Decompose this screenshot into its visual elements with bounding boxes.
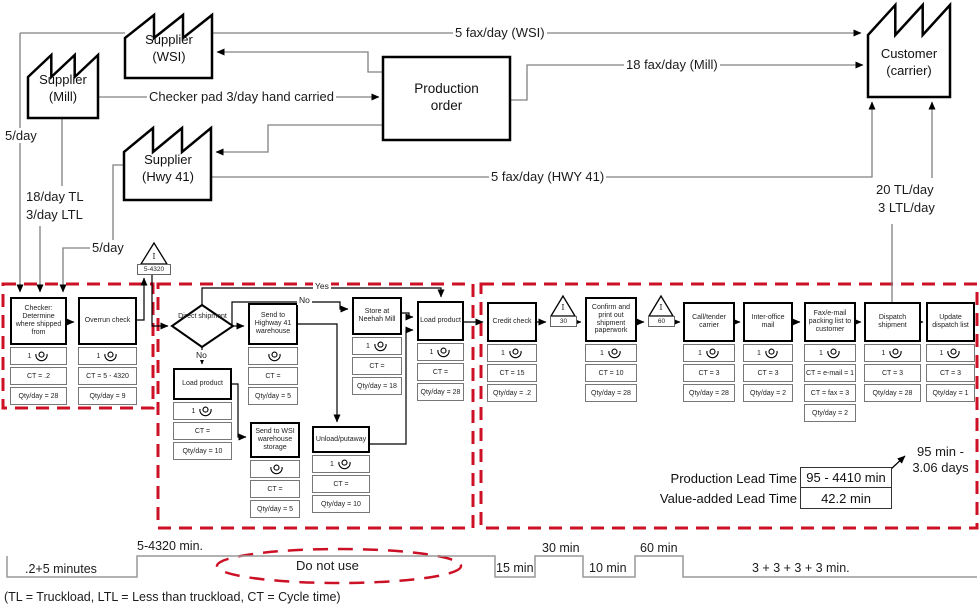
- process-confirm-operator-row: [585, 344, 637, 362]
- process-overrun-title: Overrun check: [78, 297, 137, 345]
- process-credit-operator-row: [487, 344, 537, 362]
- process-confirm-stat-0: CT = 10: [585, 364, 637, 382]
- label-fax-wsi: 5 fax/day (WSI): [455, 25, 545, 40]
- inventory-symbol-1: I: [152, 252, 156, 261]
- timeline-seg2: 5-4320 min.: [137, 539, 204, 553]
- process-load_no-operator-row: [173, 402, 232, 420]
- process-unload-stat-1: Qty/day = 10: [312, 495, 370, 513]
- label-checker-pad: Checker pad 3/day hand carried: [149, 89, 335, 104]
- process-overrun-operator-row: [78, 347, 137, 365]
- process-send_hwy41-stat-1: Qty/day = 5: [248, 387, 298, 405]
- production-order-line2: order: [430, 98, 463, 114]
- supplier-mill-line2: (Mill): [48, 88, 78, 104]
- process-dispatch-stat-1: Qty/day = 28: [864, 384, 921, 402]
- process-call_tender-title: Call/tender carrier: [683, 302, 735, 342]
- operator-count: 1: [501, 349, 505, 357]
- process-load_no-stat-0: CT =: [173, 422, 232, 440]
- process-load_no-title: Load product: [173, 368, 232, 400]
- production-order-line1: Production: [414, 81, 479, 96]
- process-unload-title: Unload/putaway: [312, 426, 370, 453]
- process-overrun: [78, 297, 137, 405]
- process-unload-stat-0: CT =: [312, 475, 370, 493]
- process-dispatch-stat-0: CT = 3: [864, 364, 921, 382]
- process-update-title: Update dispatch list: [926, 302, 975, 342]
- process-fax_email-stat-1: CT = fax = 3: [804, 384, 856, 402]
- process-credit-stat-0: CT = 15: [487, 364, 537, 382]
- valueadded-leadtime-value: 42.2 min: [800, 487, 892, 509]
- process-unload: [312, 426, 370, 513]
- label-no-load: No: [196, 350, 207, 360]
- process-load_main-title: Load product: [417, 301, 464, 341]
- process-load_main: [417, 301, 464, 401]
- process-dispatch-title: Dispatch shipment: [864, 302, 921, 342]
- operator-icon: [373, 341, 388, 352]
- process-store_neehah-title: Store at Neehah Mill: [352, 297, 402, 335]
- operator-count: 1: [429, 348, 434, 356]
- customer-line1: Customer: [880, 46, 938, 61]
- arrow-store-loadmain: [402, 313, 413, 317]
- timeline-seg7: 3 + 3 + 3 + 3 min.: [752, 561, 850, 575]
- supplier-hwy41-line2: (Hwy 41): [141, 168, 194, 184]
- arrow-load-sendwsi: [232, 384, 246, 437]
- process-checker: [10, 297, 67, 405]
- leadtime-annotation-line2: 3.06 days: [912, 460, 969, 476]
- process-overrun-stat-0: CT = 5 - 4320: [78, 367, 137, 385]
- operator-count: 1: [698, 349, 702, 357]
- customer-line2: (carrier): [886, 62, 932, 78]
- timeline-seg5: 10 min: [589, 561, 627, 575]
- process-send_hwy41-stat-0: CT =: [248, 367, 298, 385]
- process-send_wsi-title: Send to WSI warehouse storage: [250, 422, 300, 458]
- label-hwy41-ship: 5/day: [92, 240, 124, 255]
- process-call_tender: [683, 302, 735, 402]
- operator-icon: [34, 351, 49, 362]
- operator-icon: [607, 348, 622, 359]
- process-store_neehah-stat-1: Qty/day = 18: [352, 377, 402, 395]
- line-fax-hwy41-to-customer: [211, 102, 872, 177]
- process-load_no: [173, 368, 232, 460]
- process-credit-title: Credit check: [487, 302, 537, 342]
- decision-label: Direct shipment: [178, 313, 227, 320]
- process-fax_email-stat-2: Qty/day = 2: [804, 404, 856, 422]
- supplier-wsi: [127, 32, 211, 65]
- leadtime-annotation: [903, 444, 978, 477]
- process-checker-stat-0: CT = .2: [10, 367, 67, 385]
- process-overrun-stat-1: Qty/day = 9: [78, 387, 137, 405]
- inventory-symbol-60: I: [659, 303, 663, 312]
- label-fax-mill: 18 fax/day (Mill): [626, 57, 718, 72]
- process-interoffice-operator-row: [743, 344, 793, 362]
- process-interoffice-stat-1: Qty/day = 2: [743, 384, 793, 402]
- supplier-hwy41-line1: Supplier: [144, 152, 192, 167]
- process-interoffice-title: Inter-office mail: [743, 302, 793, 342]
- process-update: [926, 302, 975, 402]
- supplier-wsi-line2: (WSI): [152, 48, 186, 64]
- operator-icon: [508, 348, 523, 359]
- process-send_wsi-operator-row: [250, 460, 300, 478]
- process-load_no-stat-1: Qty/day = 10: [173, 442, 232, 460]
- process-send_wsi-stat-0: CT =: [250, 480, 300, 498]
- supplier-wsi-line1: Supplier: [145, 32, 193, 47]
- operator-icon: [826, 348, 841, 359]
- operator-icon: [267, 351, 282, 362]
- process-checker-stat-1: Qty/day = 28: [10, 387, 67, 405]
- line-po-to-hwy41: [216, 125, 383, 152]
- process-dispatch-operator-row: [864, 344, 921, 362]
- production-leadtime-label: Production Lead Time: [670, 471, 797, 486]
- line-po-to-wsi: [217, 52, 383, 72]
- inventory-symbol-30: I: [561, 303, 565, 312]
- inventory-value-1: 5-4320: [137, 264, 171, 275]
- timeline-seg4: 30 min: [542, 541, 580, 555]
- label-customer-ship-2: 3 LTL/day: [878, 200, 935, 215]
- process-send_wsi: [250, 422, 300, 518]
- legend-footer: (TL = Truckload, LTL = Less than truckload, CT = Cycle time): [4, 590, 341, 604]
- operator-count: 1: [330, 460, 334, 468]
- operator-count: 1: [881, 349, 886, 357]
- production-order: [385, 80, 508, 115]
- label-mill-ship-1: 18/day TL: [26, 189, 84, 204]
- process-update-operator-row: [926, 344, 975, 362]
- operator-icon: [269, 464, 284, 475]
- timeline-do-not-use: Do not use: [296, 558, 359, 573]
- process-checker-title: Checker: Determine where shipped from: [10, 297, 67, 345]
- process-store_neehah-stat-0: CT =: [352, 357, 402, 375]
- operator-count: 1: [366, 342, 370, 350]
- operator-count: 1: [939, 349, 944, 357]
- inventory-value-30: 30: [550, 316, 577, 327]
- process-store_neehah: [352, 297, 402, 395]
- process-update-stat-1: Qty/day = 1: [926, 384, 975, 402]
- process-interoffice: [743, 302, 793, 402]
- process-fax_email-stat-0: CT = e-mail = 1: [804, 364, 856, 382]
- process-confirm-title: Confirm and print out shipment paperwork: [585, 297, 637, 342]
- label-fax-hwy41: 5 fax/day (HWY 41): [491, 169, 605, 184]
- process-fax_email: [804, 302, 856, 422]
- process-dispatch: [864, 302, 921, 402]
- timeline-seg1: .2+5 minutes: [25, 562, 97, 576]
- valueadded-leadtime-label: Value-added Lead Time: [659, 491, 797, 506]
- process-update-stat-0: CT = 3: [926, 364, 975, 382]
- process-load_main-stat-1: Qty/day = 28: [417, 383, 464, 401]
- process-send_wsi-stat-1: Qty/day = 5: [250, 500, 300, 518]
- supplier-mill-line1: Supplier: [39, 72, 87, 87]
- label-mill-ship-2: 3/day LTL: [26, 207, 83, 222]
- inventory-value-60: 60: [648, 316, 675, 327]
- operator-count: 1: [600, 349, 604, 357]
- operator-icon: [764, 348, 779, 359]
- label-no-store: No: [299, 295, 310, 305]
- operator-icon: [946, 348, 961, 359]
- label-wsi-ship: 5/day: [5, 128, 37, 143]
- operator-count: 1: [27, 352, 32, 360]
- leadtime-annotation-line1: 95 min -: [917, 444, 964, 459]
- process-send_hwy41-operator-row: [248, 347, 298, 365]
- operator-count: 1: [191, 407, 196, 415]
- process-load_main-operator-row: [417, 343, 464, 361]
- supplier-mill: [29, 72, 97, 105]
- process-load_main-stat-0: CT =: [417, 363, 464, 381]
- process-interoffice-stat-0: CT = 3: [743, 364, 793, 382]
- supplier-hwy41: [126, 152, 210, 185]
- customer-carrier: [870, 46, 948, 79]
- operator-icon: [103, 351, 118, 362]
- process-send_hwy41-title: Send to Highway 41 warehouse: [248, 303, 298, 345]
- process-call_tender-stat-0: CT = 3: [683, 364, 735, 382]
- operator-count: 1: [819, 349, 823, 357]
- line-hwy41-ship-to-checker: [63, 165, 126, 292]
- operator-icon: [337, 459, 352, 470]
- operator-icon: [198, 406, 213, 417]
- process-credit-stat-1: Qty/day = .2: [487, 384, 537, 402]
- process-unload-operator-row: [312, 455, 370, 473]
- production-leadtime-value: 95 - 4410 min: [800, 467, 892, 488]
- process-checker-operator-row: [10, 347, 67, 365]
- label-yes: Yes: [315, 281, 329, 291]
- process-call_tender-operator-row: [683, 344, 735, 362]
- process-call_tender-stat-1: Qty/day = 28: [683, 384, 735, 402]
- process-send_hwy41: [248, 303, 298, 405]
- decision-diamond: [172, 305, 233, 347]
- process-credit: [487, 302, 537, 402]
- process-fax_email-operator-row: [804, 344, 856, 362]
- operator-icon: [705, 348, 720, 359]
- arrow-sendhwy41-unload: [298, 324, 337, 422]
- operator-count: 1: [96, 352, 101, 360]
- process-confirm-stat-1: Qty/day = 28: [585, 384, 637, 402]
- operator-icon: [436, 347, 451, 358]
- process-fax_email-title: Fax/e-mail packing list to customer: [804, 302, 856, 342]
- operator-icon: [888, 348, 903, 359]
- process-confirm: [585, 297, 637, 402]
- label-customer-ship-1: 20 TL/day: [876, 182, 934, 197]
- timeline-seg6: 60 min: [640, 541, 678, 555]
- operator-count: 1: [757, 349, 761, 357]
- timeline-seg3: 15 min: [496, 561, 534, 575]
- process-store_neehah-operator-row: [352, 337, 402, 355]
